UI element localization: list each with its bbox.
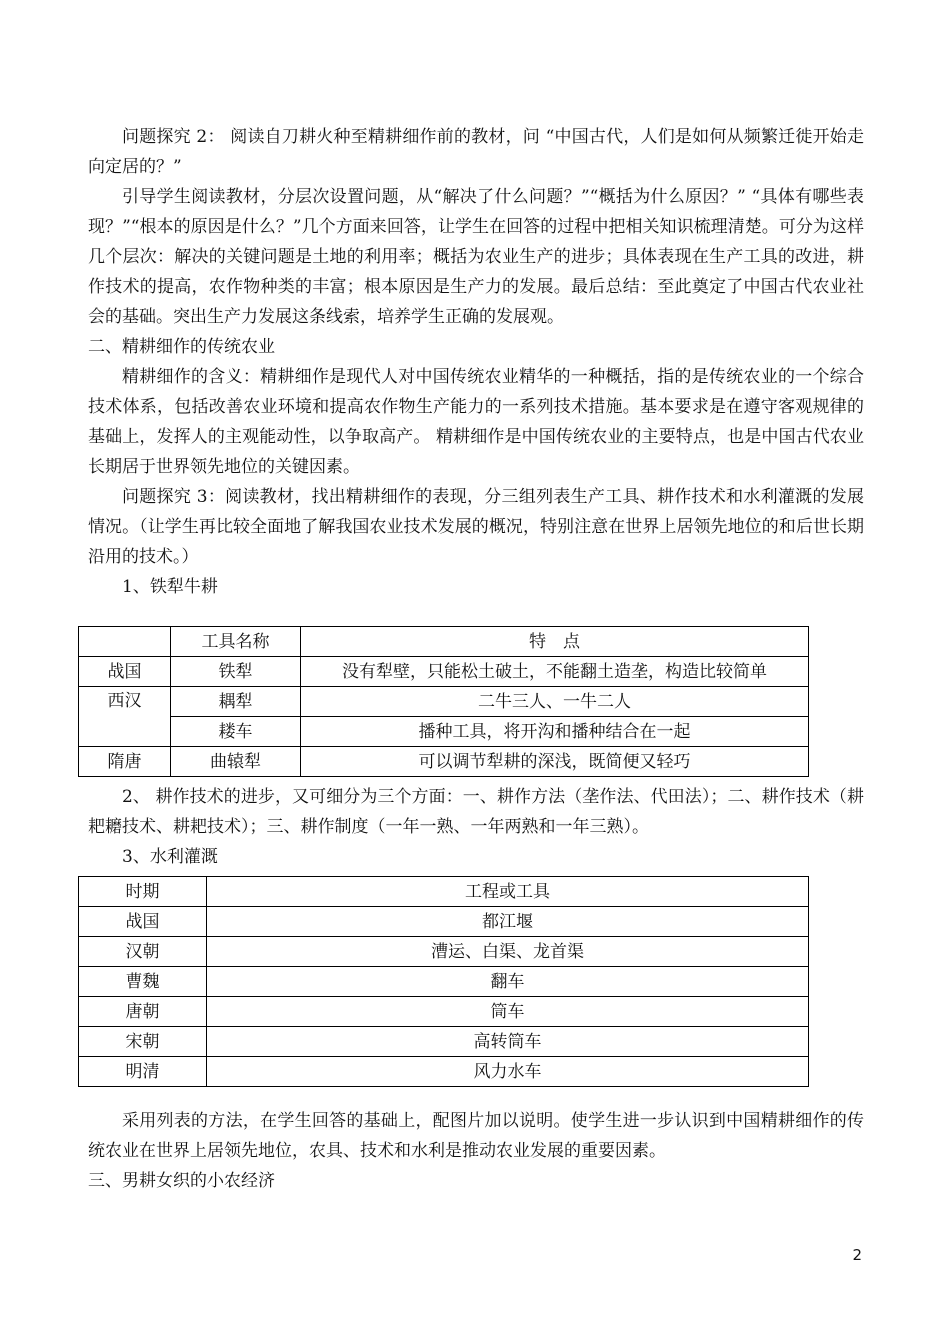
- period-cell: 明清: [79, 1057, 207, 1087]
- page-number: 2: [852, 1246, 862, 1264]
- section-3-heading: 三、男耕女织的小农经济: [88, 1171, 275, 1191]
- page-body-bottom: [88, 1106, 864, 1196]
- tool-cell: 耧车: [171, 717, 301, 747]
- subsection-2-text: 2、 耕作技术的进步，又可细分为三个方面：一、耕作方法（垄作法、代田法）；二、耕作技术（耕耙耱技术、耕耙技术）；三、耕作制度（一年一熟、一年两熟和一年三熟）。: [88, 787, 864, 837]
- tools-table: [78, 626, 809, 777]
- table-header-cell: 工程或工具: [207, 877, 809, 907]
- table-row: [79, 997, 809, 1027]
- table-row: [79, 687, 809, 717]
- section-2-heading: 二、精耕细作的传统农业: [88, 337, 275, 357]
- period-cell: 隋唐: [79, 747, 171, 777]
- tool-cell: 铁犁: [171, 657, 301, 687]
- table-header-row: [79, 627, 809, 657]
- period-cell: 汉朝: [79, 937, 207, 967]
- problem-2-paragraph: 问题探究 2： 阅读自刀耕火种至精耕细作前的教材，问 “中国古代，人们是如何从频繁迁徙开始走向定居的？”: [88, 127, 864, 177]
- project-cell: 风力水车: [207, 1057, 809, 1087]
- table-row: [79, 717, 809, 747]
- project-cell: 翻车: [207, 967, 809, 997]
- table-row: [79, 657, 809, 687]
- feature-cell: 没有犁壁，只能松土破土，不能翻土造垄，构造比较简单: [301, 657, 809, 687]
- period-cell: 战国: [79, 907, 207, 937]
- definition-paragraph: 精耕细作的含义：精耕细作是现代人对中国传统农业精华的一种概括，指的是传统农业的一个综合技术体系，包括改善农业环境和提高农作物生产能力的一系列技术措施。基本要求是在遵守客观规律的基础上，发挥人的主观能动性，以争取高产。 精耕细作是中国传统农业的主要特点，也是中国古代农业长期居于世界领先地位的关键因素。: [88, 367, 864, 477]
- period-cell: 唐朝: [79, 997, 207, 1027]
- period-cell: 西汉: [79, 687, 171, 747]
- tool-cell: 耦犁: [171, 687, 301, 717]
- project-cell: 高转筒车: [207, 1027, 809, 1057]
- project-cell: 都江堰: [207, 907, 809, 937]
- table-header-cell: 工具名称: [171, 627, 301, 657]
- feature-cell: 可以调节犁耕的深浅，既简便又轻巧: [301, 747, 809, 777]
- tool-cell: 曲辕犁: [171, 747, 301, 777]
- page-body-middle: [88, 782, 864, 872]
- irrigation-table: [78, 876, 809, 1087]
- guide-paragraph: 引导学生阅读教材，分层次设置问题，从“解决了什么问题？”“概括为什么原因？” “具体有哪些表现？”“根本的原因是什么？”几个方面来回答，让学生在回答的过程中把相关知识梳理清楚。可分为这样几个层次：解决的关键问题是土地的利用率；概括为农业生产的进步；具体表现在生产工具的改进，耕作技术的提高，农作物种类的丰富；根本原因是生产力的发展。最后总结：至此奠定了中国古代农业社会的基础。突出生产力发展这条线索，培养学生正确的发展观。: [88, 187, 864, 327]
- table-row: [79, 937, 809, 967]
- table-header-row: [79, 877, 809, 907]
- problem-3-paragraph: 问题探究 3：阅读教材，找出精耕细作的表现，分三组列表生产工具、耕作技术和水利灌溉的发展情况。（让学生再比较全面地了解我国农业技术发展的概况，特别注意在世界上居领先地位的和后世长期沿用的技术。）: [88, 487, 864, 567]
- period-cell: 战国: [79, 657, 171, 687]
- table-header-cell: [79, 627, 171, 657]
- subsection-1-heading: 1、铁犁牛耕: [122, 577, 218, 597]
- table-header-cell: 时期: [79, 877, 207, 907]
- project-cell: 筒车: [207, 997, 809, 1027]
- page-body-top: [88, 122, 864, 602]
- table-row: [79, 747, 809, 777]
- closing-paragraph: 采用列表的方法，在学生回答的基础上，配图片加以说明。使学生进一步认识到中国精耕细作的传统农业在世界上居领先地位，农具、技术和水利是推动农业发展的重要因素。: [88, 1111, 864, 1161]
- table-row: [79, 967, 809, 997]
- subsection-3-heading: 3、水利灌溉: [122, 847, 218, 867]
- project-cell: 漕运、白渠、龙首渠: [207, 937, 809, 967]
- feature-cell: 二牛三人、一牛二人: [301, 687, 809, 717]
- table-row: [79, 1027, 809, 1057]
- table-row: [79, 1057, 809, 1087]
- period-cell: 曹魏: [79, 967, 207, 997]
- period-cell: 宋朝: [79, 1027, 207, 1057]
- feature-cell: 播种工具，将开沟和播种结合在一起: [301, 717, 809, 747]
- table-row: [79, 907, 809, 937]
- table-header-cell: 特 点: [301, 627, 809, 657]
